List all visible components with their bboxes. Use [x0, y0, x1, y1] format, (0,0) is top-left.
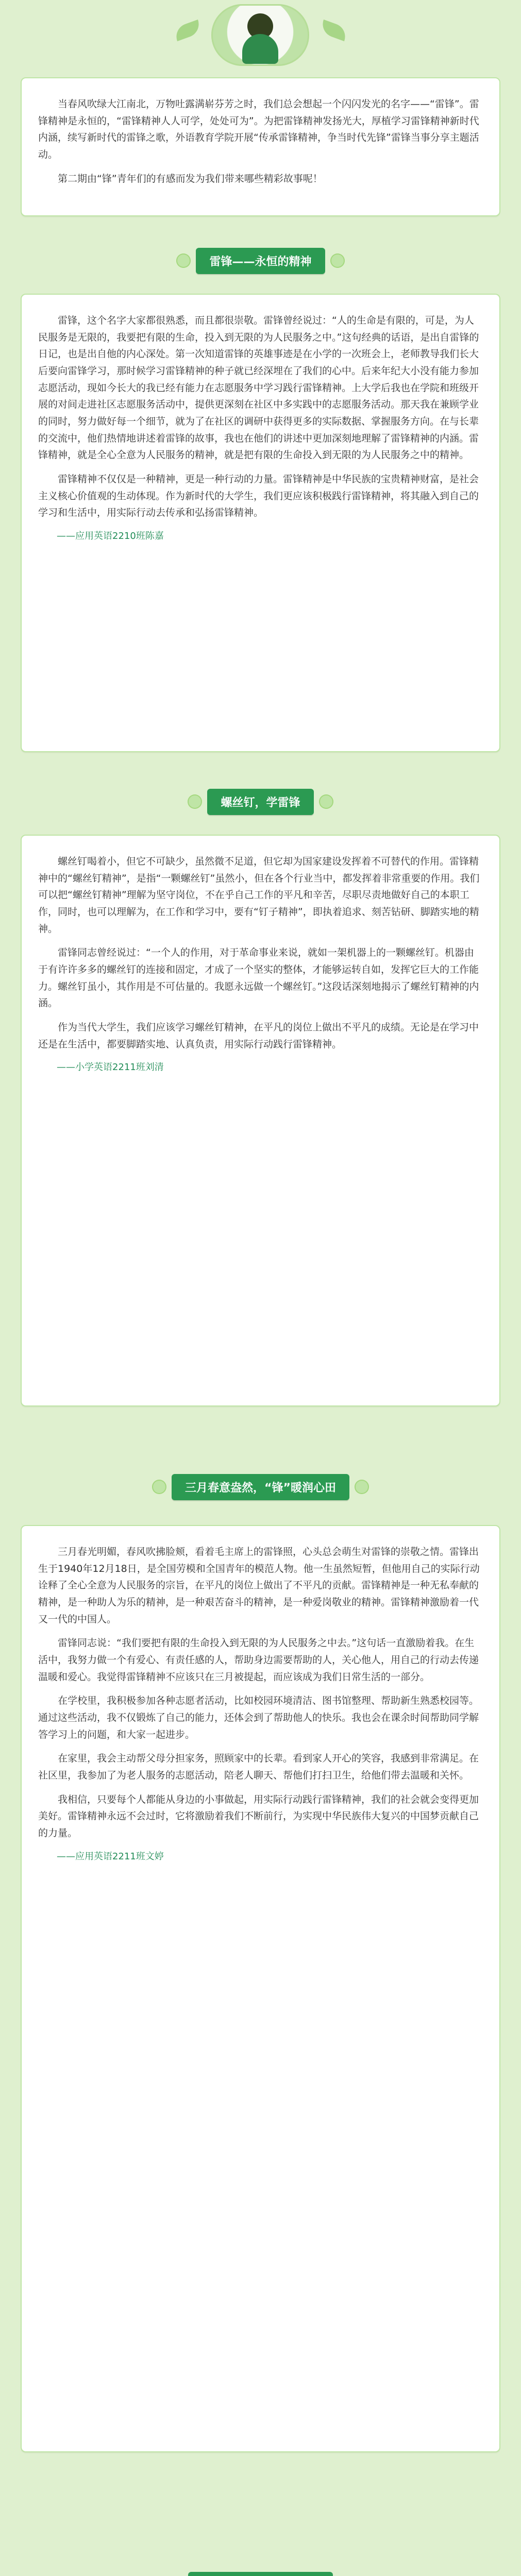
signature: ——小学英语2211班刘清: [57, 1062, 164, 1073]
leaf-icon: [319, 20, 349, 41]
section-card-2: [21, 835, 500, 1406]
section-paragraph: 三月春光明媚，春风吹拂脸颊，看着毛主席上的雷锋照，心头总会萌生对雷锋的崇敬之情。雷锋出生于1940年12月18日，是全国劳模和全国青年的模范人物。他一生虽然短暂，但他用自己的实际行动诠释了全心全意为人民服务的宗旨，在平凡的岗位上做出了不平凡的贡献。雷锋精神是一种无私奉献的精神，是一种助人为乐的精神，是一种艰苦奋斗的精神，是一种爱岗敬业的精神。雷锋精神激励着一代又一代的中国人。: [38, 1546, 480, 1625]
section-paragraph: 雷锋同志曾经说过：“一个人的作用，对于革命事业来说，就如一架机器上的一颗螺丝钉。机器由于有许许多多的螺丝钉的连接和固定，才成了一个坚实的整体，才能够运转自如，发挥它巨大的工作能力。螺丝钉虽小，其作用是不可估量的。我愿永远做一个螺丝钉。”这段话深刻地揭示了螺丝钉精神的内涵。: [38, 947, 479, 1009]
signature: ——应用英语2210班陈嘉: [57, 531, 164, 542]
section-title-1: [0, 237, 521, 284]
section-card-1: [21, 294, 500, 752]
section-title-bar: 螺丝钉，学雷锋: [207, 789, 313, 815]
section-paragraph: 雷锋，这个名字大家都很熟悉，而且都很崇敬。雷锋曾经说过：“人的生命是有限的，可是，为人民服务是无限的，我要把有限的生命，投入到无限的为人民服务之中。”这句经典的话语，是出自雷锋的日记，也是出自他的内心深处。第一次知道雷锋的英雄事迹是在小学的一次班会上，老师教导我们长大后要向雷锋学习，那时候学习雷锋精神的种子就已经深埋在了我们的心中。后来年纪大小没有能力参加志愿活动，现如今长大的我已经有能力在志愿服务中学习践行雷锋精神。上大学后我也在学院和班级开展的对间走进社区志愿服务活动中，提供更深刻在社区中多实践中的志愿服务活动。那天我在兼顾学业的同时，努力做好每一个细节，就为了在社区的调研中获得更多的实际数据、掌握服务方向。在与长辈的交流中，他们热情地讲述着雷锋的故事，我也在他们的讲述中更加深刻地理解了雷锋精神的内涵。雷锋精神，就是全心全意为人民服务的精神，就是把有限的生命投入到无限的为人民服务之中的精神。: [38, 315, 479, 461]
leaf-icon: [173, 20, 203, 41]
section-card-3: [21, 1525, 500, 2452]
section-title-bar: 三月春意盎然，“锋”暖润心田: [172, 1474, 349, 1500]
section-paragraph: 我相信，只要每个人都能从身边的小事做起，用实际行动践行雷锋精神，我们的社会就会变得更加美好。雷锋精神永远不会过时，它将激励着我们不断前行，为实现中华民族伟大复兴的中国梦贡献自己的力量。: [38, 1793, 479, 1839]
section-paragraph: 在家里，我会主动帮父母分担家务，照顾家中的长辈。看到家人开心的笑容，我感到非常满足。在社区里，我参加了为老人服务的志愿活动，陪老人聊天、帮他们打扫卫生，给他们带去温暖和关怀。: [38, 1753, 479, 1782]
section-title-3: [0, 1463, 521, 1511]
intro-paragraph: 当春风吹绿大江南北，万物吐露满崭芬芳之时，我们总会想起一个闪闪发光的名字——“雷锋”。雷锋精神是永恒的，“雷锋精神人人可学，处处可为”。为把雷锋精神发扬光大，厚植学习雷锋精神新时代内涵，续写新时代的雷锋之歌，外语教育学院开展“传承雷锋精神，争当时代先锋”雷锋当事分享主题活动。: [38, 98, 479, 161]
section-paragraph: 作为当代大学生，我们应该学习螺丝钉精神，在平凡的岗位上做出不平凡的成绩。无论是在学习中还是在生活中，都要脚踏实地、认真负责，用实际行动践行雷锋精神。: [38, 1022, 479, 1050]
section-paragraph: 雷锋精神不仅仅是一种精神，更是一种行动的力量。雷锋精神是中华民族的宝贵精神财富，是社会主义核心价值观的生动体现。作为新时代的大学生，我们更应该积极践行雷锋精神，将其融入到自己的学习和生活中，用实际行动去传承和弘扬雷锋精神。: [38, 473, 479, 519]
section-title-2: [0, 778, 521, 825]
section-title-4: [0, 2561, 521, 2576]
intro-card: [21, 77, 500, 216]
section-paragraph: 雷锋同志说：“我们要把有限的生命投入到无限的为人民服务之中去。”这句话一直激励着我。在生活中，我努力做一个有爱心、有责任感的人，帮助身边需要帮助的人，关心他人，用自己的行动去传递温暖和爱心。我觉得雷锋精神不应该只在三月被提起，而应该成为我们日常生活的一部分。: [38, 1637, 479, 1683]
section-paragraph: 在学校里，我积极参加各种志愿者活动，比如校园环境清洁、图书馆整理、帮助新生熟悉校园等。通过这些活动，我不仅锻炼了自己的能力，还体会到了帮助他人的快乐。我也会在课余时间帮助同学解答学习上的问题，和大家一起进步。: [38, 1695, 479, 1740]
portrait-icon: [211, 4, 309, 66]
header-hero: [0, 0, 521, 72]
section-paragraph: 螺丝钉喝着小，但它不可缺少，虽然微不足道，但它却为国家建设发挥着不可替代的作用。雷锋精神中的“螺丝钉精神”，是指“一颗螺丝钉”虽然小，但在各个行业当中，都发挥着非常重要的作用。我们可以把“螺丝钉精神”理解为坚守岗位，不在乎自己工作的平凡和辛苦，尽职尽责地做好自己的本职工作，同时，也可以理解为，在工作和学习中，要有“钉子精神”，即执着追求、刻苦钻研、脚踏实地的精神。: [38, 856, 480, 935]
section-title-bar: [188, 2572, 333, 2576]
section-title-bar: 雷锋——永恒的精神: [196, 248, 325, 274]
signature: ——应用英语2211班文婷: [57, 1851, 164, 1862]
intro-paragraph: 第二期由“锋”青年们的有感而发为我们带来哪些精彩故事呢！: [58, 173, 323, 184]
